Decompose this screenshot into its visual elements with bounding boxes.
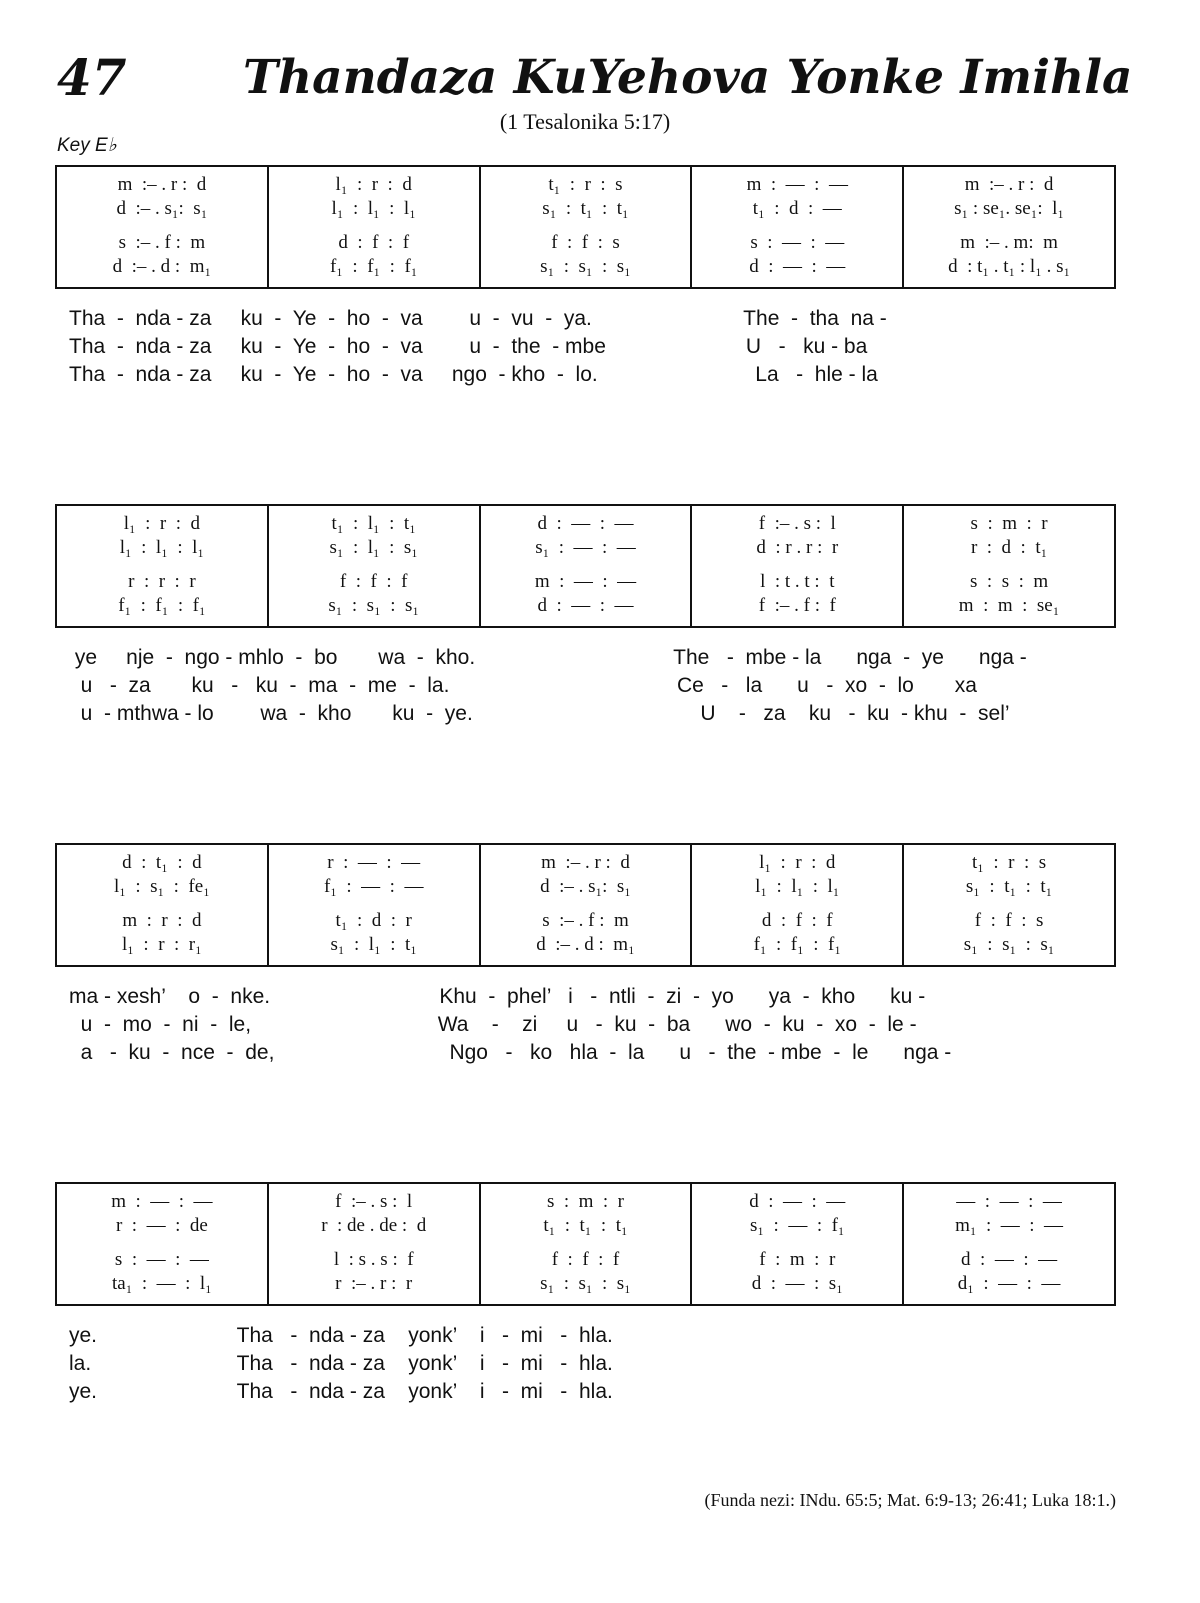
alto-line: s₁ : l₁ : s₁	[329, 537, 418, 558]
tenor-line: r : r : r	[128, 571, 196, 592]
measure	[479, 506, 691, 626]
soprano-line: t₁ : r : s	[548, 174, 623, 195]
lyric-verse-1: ye. Tha - nda - za yonk’ i - mi - hla.	[69, 1324, 613, 1347]
bass-line: d : — : s₁	[751, 1273, 843, 1294]
alto-line: m₁ : — : —	[955, 1215, 1064, 1236]
alto-line: d :– . s₁: s₁	[116, 198, 208, 219]
bass-line: f₁ : f₁ : f₁	[753, 934, 841, 955]
tenor-line: s :– . f : m	[118, 232, 206, 253]
alto-line: s₁ : t₁ : t₁	[542, 198, 629, 219]
measure	[267, 1184, 479, 1304]
soprano-line: — : — : —	[956, 1191, 1062, 1212]
tenor-line: s : — : —	[750, 232, 845, 253]
bass-line: d : t₁ . t₁ : l₁ . s₁	[948, 256, 1071, 277]
bass-line: s₁ : s₁ : s₁	[540, 256, 631, 277]
alto-line: r : — : de	[115, 1215, 208, 1236]
alto-line: s₁ : t₁ : t₁	[965, 876, 1053, 897]
measure	[902, 845, 1114, 965]
soprano-line: t₁ : l₁ : t₁	[331, 513, 416, 534]
measure	[690, 845, 902, 965]
soprano-line: m :– . r : d	[964, 174, 1054, 195]
alto-line: f₁ : — : —	[323, 876, 424, 897]
scripture-footer: (Funda nezi: INdu. 65:5; Mat. 6:9-13; 26:41; Luka 18:1.)	[704, 1490, 1116, 1510]
lyric-verse-1: Tha - nda - za ku - Ye - ho - va u - vu - ya. The - tha na -	[69, 307, 887, 330]
notation-box	[55, 504, 1116, 628]
tenor-line: m : r : d	[122, 910, 202, 931]
measure	[267, 845, 479, 965]
notation-box	[55, 165, 1116, 289]
bass-line: s₁ : s₁ : s₁	[963, 934, 1055, 955]
soprano-line: l₁ : r : d	[759, 852, 836, 873]
alto-line: d :– . s₁: s₁	[540, 876, 631, 897]
alto-line: s₁ : — : f₁	[750, 1215, 845, 1236]
bass-line: r :– . r : r	[335, 1273, 413, 1294]
soprano-line: l₁ : r : d	[335, 174, 412, 195]
bass-line: s₁ : s₁ : s₁	[328, 595, 419, 616]
bass-line: s₁ : s₁ : s₁	[540, 1273, 631, 1294]
alto-line: r : d : t₁	[970, 537, 1048, 558]
measure	[902, 506, 1114, 626]
tenor-line: d : — : —	[961, 1249, 1058, 1270]
soprano-line: f :– . s : l	[758, 513, 836, 534]
soprano-line: m :– . r : d	[117, 174, 207, 195]
notation-box	[55, 1182, 1116, 1306]
tenor-line: f : f : s	[551, 232, 620, 253]
bass-line: f₁ : f₁ : f₁	[329, 256, 418, 277]
measure	[902, 167, 1114, 287]
lyric-verse-3: Tha - nda - za ku - Ye - ho - va ngo - kho - lo. La - hle - la	[69, 363, 878, 386]
alto-line: t₁ : t₁ : t₁	[543, 1215, 628, 1236]
scripture-reference: (1 Tesalonika 5:17)	[499, 109, 671, 134]
soprano-line: m :– . r : d	[541, 852, 630, 873]
alto-line: s₁ : se₁. se₁: l₁	[954, 198, 1065, 219]
tenor-line: l : s . s : f	[333, 1249, 414, 1270]
alto-line: t₁ : d : —	[752, 198, 842, 219]
measure	[267, 506, 479, 626]
tenor-line: s : — : —	[114, 1249, 209, 1270]
tenor-line: m :– . m: m	[960, 232, 1058, 253]
lyric-verse-2: la. Tha - nda - za yonk’ i - mi - hla.	[69, 1352, 613, 1375]
measure	[690, 1184, 902, 1304]
soprano-line: t₁ : r : s	[971, 852, 1047, 873]
notation-box	[55, 843, 1116, 967]
soprano-line: s : m : r	[546, 1191, 625, 1212]
tenor-line: t₁ : d : r	[335, 910, 412, 931]
lyric-verse-2: u - za ku - ku - ma - me - la. Ce - la u - xo - lo xa	[69, 674, 977, 697]
soprano-line: r : — : —	[327, 852, 421, 873]
lyric-verse-1: ma - xesh’ o - nke. Khu - phel’ i - ntli - zi - yo ya - kho ku -	[69, 985, 926, 1008]
tenor-line: l : t . t : t	[760, 571, 835, 592]
soprano-line: d : — : —	[537, 513, 634, 534]
measure	[479, 845, 691, 965]
soprano-line: m : — : —	[746, 174, 848, 195]
hymn-title: Thandaza KuYehova Yonke Imihla	[243, 50, 1133, 105]
hymn-number: 47	[57, 48, 127, 107]
bass-line: m : m : se₁	[958, 595, 1060, 616]
measure	[267, 167, 479, 287]
tenor-line: f : f : f	[551, 1249, 620, 1270]
measure	[479, 1184, 691, 1304]
measure	[902, 1184, 1114, 1304]
alto-line: d : r . r : r	[756, 537, 839, 558]
measure	[57, 506, 267, 626]
tenor-line: f : f : f	[339, 571, 408, 592]
tenor-line: d : f : f	[338, 232, 410, 253]
bass-line: f :– . f : f	[758, 595, 836, 616]
bass-line: f₁ : f₁ : f₁	[118, 595, 206, 616]
measure	[479, 167, 691, 287]
tenor-line: m : — : —	[534, 571, 637, 592]
measure	[57, 845, 267, 965]
measure	[57, 167, 267, 287]
bass-line: l₁ : r : r₁	[122, 934, 202, 955]
alto-line: l₁ : s₁ : fe₁	[113, 876, 210, 897]
lyric-verse-3: u - mthwa - lo wa - kho ku - ye. U - za ku - ku - khu - sel’	[69, 702, 1010, 725]
measure	[57, 1184, 267, 1304]
alto-line: l₁ : l₁ : l₁	[119, 537, 205, 558]
key-signature: Key E♭	[57, 135, 117, 156]
lyric-verse-1: ye nje - ngo - mhlo - bo wa - kho. The - mbe - la nga - ye nga -	[69, 646, 1027, 669]
soprano-line: d : — : —	[749, 1191, 846, 1212]
tenor-line: s : s : m	[970, 571, 1049, 592]
soprano-line: d : t₁ : d	[122, 852, 202, 873]
soprano-line: s : m : r	[970, 513, 1048, 534]
bass-line: d : — : —	[749, 256, 846, 277]
tenor-line: d : f : f	[761, 910, 833, 931]
lyric-verse-2: u - mo - ni - le, Wa - zi u - ku - ba wo - ku - xo - le -	[69, 1013, 917, 1036]
bass-line: d : — : —	[537, 595, 634, 616]
tenor-line: f : f : s	[974, 910, 1044, 931]
bass-line: d :– . d : m₁	[112, 256, 212, 277]
tenor-line: s :– . f : m	[542, 910, 629, 931]
alto-line: s₁ : — : —	[535, 537, 636, 558]
tenor-line: f : m : r	[759, 1249, 836, 1270]
measure	[690, 506, 902, 626]
lyric-verse-3: ye. Tha - nda - za yonk’ i - mi - hla.	[69, 1380, 613, 1403]
bass-line: s₁ : l₁ : t₁	[330, 934, 417, 955]
bass-line: ta₁ : — : l₁	[112, 1273, 212, 1294]
alto-line: l₁ : l₁ : l₁	[755, 876, 840, 897]
lyric-verse-3: a - ku - nce - de, Ngo - ko hla - la u - the - mbe - le nga -	[69, 1041, 952, 1064]
bass-line: d₁ : — : —	[957, 1273, 1061, 1294]
soprano-line: m : — : —	[111, 1191, 213, 1212]
measure	[690, 167, 902, 287]
soprano-line: f :– . s : l	[335, 1191, 413, 1212]
lyric-verse-2: Tha - nda - za ku - Ye - ho - va u - the - mbe U - ku - ba	[69, 335, 868, 358]
bass-line: d :– . d : m₁	[536, 934, 635, 955]
alto-line: r : de . de : d	[321, 1215, 427, 1236]
alto-line: l₁ : l₁ : l₁	[331, 198, 416, 219]
soprano-line: l₁ : r : d	[123, 513, 201, 534]
